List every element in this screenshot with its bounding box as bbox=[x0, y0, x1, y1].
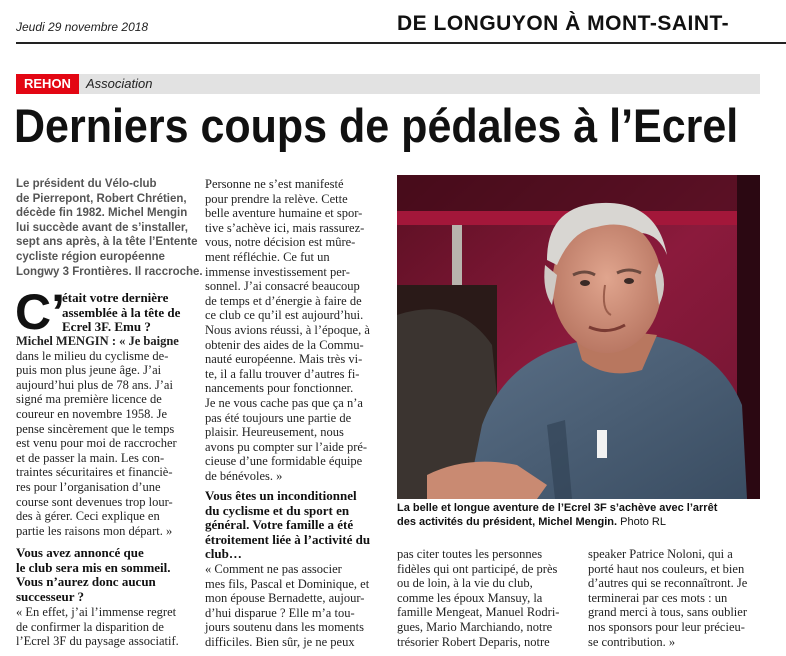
body-line: pas été toujours une partie de bbox=[205, 410, 352, 425]
lead-line: sept ans après, à la tête l’Entente bbox=[16, 236, 198, 249]
publication-date: Jeudi 29 novembre 2018 bbox=[16, 20, 149, 34]
lead-line: décède fin 1982. Michel Mengin bbox=[16, 207, 188, 220]
body-line: de bénévoles. » bbox=[205, 468, 283, 483]
caption-line bbox=[397, 501, 760, 515]
body-line: plaisir. Heureusement, nous bbox=[205, 425, 344, 440]
question-line: assemblée à la tête de bbox=[62, 304, 181, 320]
article-lead bbox=[16, 177, 203, 279]
body-line: de temps et d’énergie à faire de bbox=[205, 293, 362, 308]
column-2-text bbox=[205, 177, 387, 483]
answer-line: aujourd’hui plus de 78 ans. J’ai bbox=[16, 377, 173, 392]
body-line: fidèles qui ont participé, de près bbox=[397, 561, 558, 576]
location-tag: REHON bbox=[16, 74, 79, 94]
answer-line: de confirmer la disparition de bbox=[16, 619, 164, 634]
question-line: Vous avez annoncé que bbox=[16, 545, 144, 560]
body-line: grand merci à tous, sans oublier bbox=[588, 605, 747, 620]
body-line: d’autres qui se reconnaîtront. Je bbox=[588, 576, 748, 591]
answer-1 bbox=[16, 334, 196, 538]
question-line: successeur ? bbox=[16, 588, 85, 604]
answer-line: d’hui disparue ? Elle m’a tou- bbox=[205, 605, 355, 620]
body-line: immense investissement per- bbox=[205, 264, 350, 279]
body-line: porté haut nos couleurs, et bien bbox=[588, 561, 745, 576]
answer-line: partie les raisons mon départ. » bbox=[16, 523, 173, 538]
body-line: se contribution. » bbox=[588, 634, 676, 649]
body-line: Nous avions réussi, à l’époque, à bbox=[205, 322, 370, 337]
body-line: obtenir des aides de la Commu- bbox=[205, 337, 364, 352]
body-line: avons pu compter sur l’aide pré- bbox=[205, 439, 368, 454]
answer-line: pense sincèrement que le temps bbox=[16, 421, 175, 436]
question-line: du cyclisme et du sport en bbox=[205, 502, 350, 518]
answer-line: « En effet, j’ai l’immense regret bbox=[16, 605, 177, 619]
answer-3 bbox=[205, 562, 387, 650]
answer-line: des à gérer. Ceci explique en bbox=[16, 509, 160, 524]
question-line: Vous n’aurez donc aucun bbox=[16, 574, 156, 590]
body-line: belle aventure humaine et spor- bbox=[205, 206, 363, 221]
rubric-kicker: Association bbox=[86, 76, 153, 91]
answer-line: l’Ecrel 3F du paysage associatif. bbox=[16, 634, 179, 649]
question-line: club… bbox=[205, 546, 242, 562]
answer-line: signé ma première licence de bbox=[16, 392, 162, 407]
question-line: étroitement liée à l’activité du bbox=[205, 531, 371, 547]
answer-2 bbox=[16, 605, 196, 649]
question-line: Ecrel 3F. Emu ? bbox=[62, 319, 151, 335]
header-rule bbox=[16, 42, 786, 44]
body-line: famille Mengeat, Manuel Rodri- bbox=[397, 605, 560, 620]
question-3 bbox=[205, 489, 387, 562]
answer-line: « Comment ne pas associer bbox=[205, 562, 342, 576]
body-line: pour prendre la relève. Cette bbox=[205, 191, 348, 206]
body-line: Personne ne s’est manifesté bbox=[205, 177, 344, 191]
answer-line: jours soutenu dans les moments bbox=[205, 620, 365, 635]
body-line: sonnel. J’ai consacré beaucoup bbox=[205, 279, 360, 294]
body-line: ce club ce qu’il est aujourd’hui. bbox=[205, 308, 364, 323]
portrait-photo bbox=[397, 175, 760, 499]
caption-line bbox=[397, 515, 760, 529]
answer-line: et de passer la main. Les con- bbox=[16, 450, 165, 465]
question-1 bbox=[62, 291, 197, 335]
body-line: comme les époux Mansuy, la bbox=[397, 590, 543, 605]
answer-line: puis mon plus jeune âge. J’ai bbox=[16, 363, 162, 378]
answer-line: course sont devenues trop lour- bbox=[16, 494, 173, 509]
body-line: tive s’achève ici, mais rassurez- bbox=[205, 220, 365, 235]
body-line: nos sponsors pour leur précieu- bbox=[588, 619, 745, 634]
question-line: général. Votre famille a été bbox=[205, 517, 354, 533]
body-line: speaker Patrice Noloni, qui a bbox=[588, 547, 733, 561]
lead-line: de Pierrepont, Robert Chrétien, bbox=[16, 192, 187, 205]
body-line: nauté européenne. Mais très vi- bbox=[205, 352, 363, 367]
caption-text: La belle et longue aventure de l’Ecrel 3F s’achève avec l’arrêt bbox=[397, 502, 718, 514]
answer-line: traintes sécuritaires et financiè- bbox=[16, 465, 173, 480]
question-line: était votre dernière bbox=[62, 290, 169, 305]
section-header: DE LONGUYON À MONT-SAINT- bbox=[397, 12, 730, 35]
body-line: vous, notre décision est mûre- bbox=[205, 235, 356, 250]
answer-line: mes fils, Pascal et Dominique, et bbox=[205, 576, 370, 591]
body-line: cieuse d’une formidable équipe bbox=[205, 454, 363, 469]
answer-line: difficiles. Bien sûr, je ne peux bbox=[205, 634, 355, 649]
body-line: nancements pour fonctionner. bbox=[205, 381, 354, 396]
caption-text: des activités du président, Michel Mengin. bbox=[397, 516, 618, 529]
body-line: pas citer toutes les personnes bbox=[397, 547, 543, 561]
column-4-text bbox=[588, 547, 766, 649]
answer-line: est venu pour moi de raccrocher bbox=[16, 436, 177, 451]
drop-cap: C’ bbox=[15, 284, 65, 340]
body-line: terminerai par ces mots : un bbox=[588, 590, 728, 605]
lead-line: lui succède avant de s’installer, bbox=[16, 221, 188, 234]
lead-line: cycliste région européenne bbox=[16, 250, 165, 263]
answer-line: res pour l’organisation d’une bbox=[16, 479, 161, 494]
photo-credit: Photo RL bbox=[620, 516, 666, 529]
body-line: ou de loin, à la vie du club, bbox=[397, 576, 533, 591]
body-line: ment réfléchie. Ce fut un bbox=[205, 249, 330, 264]
lead-line: Longwy 3 Frontières. Il raccroche. bbox=[16, 265, 203, 278]
body-line: Je ne vous cache pas que ça n’a bbox=[205, 395, 363, 410]
answer-line: mon épouse Bernadette, aujour- bbox=[205, 591, 365, 606]
column-3-text bbox=[397, 547, 573, 649]
body-line: te, il a fallu trouver d’autres fi- bbox=[205, 366, 360, 381]
article-headline: Derniers coups de pédales à l’Ecrel bbox=[14, 99, 739, 152]
photo-caption bbox=[397, 501, 760, 530]
answer-line: coureur en novembre 1958. Je bbox=[16, 406, 167, 421]
lead-line: Le président du Vélo-club bbox=[16, 178, 157, 190]
question-2 bbox=[16, 546, 196, 604]
question-line: le club sera mis en sommeil. bbox=[16, 559, 171, 575]
answer-line: Michel MENGIN : « Je baigne bbox=[16, 334, 179, 348]
question-line: Vous êtes un inconditionnel bbox=[205, 488, 357, 503]
answer-line: dans le milieu du cyclisme de- bbox=[16, 348, 169, 363]
body-line: trésorier Robert Deparis, notre bbox=[397, 634, 550, 649]
body-line: gues, Mario Marchiando, notre bbox=[397, 619, 553, 634]
